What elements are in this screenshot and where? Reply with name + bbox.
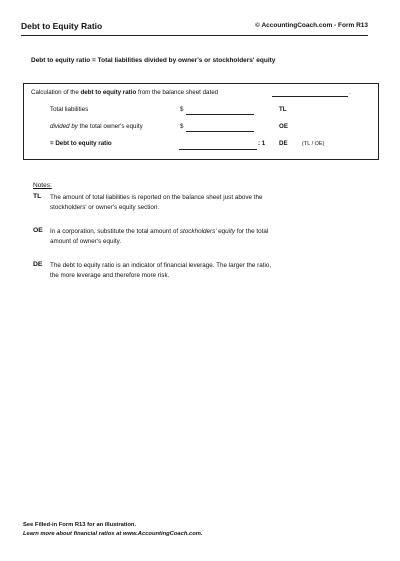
owners-equity-field[interactable] (186, 131, 254, 132)
notes-title: Notes: (33, 182, 52, 189)
dollar-sign: $ (180, 123, 184, 130)
ratio-suffix: : 1 (258, 140, 266, 147)
definition-heading: Debt to equity ratio = Total liabilities divided by owner's or stockholders' equity (31, 57, 276, 64)
de-code: DE (279, 140, 288, 147)
dollar-sign: $ (180, 106, 184, 113)
total-liabilities-field[interactable] (186, 114, 254, 115)
tl-code: TL (279, 106, 287, 113)
footer-learn-more-link[interactable]: Learn more about financial ratios at www.AccountingCoach.com. (23, 531, 203, 537)
de-formula: (TL / OE) (302, 141, 325, 147)
header-divider (21, 35, 368, 36)
note-oe: In a corporation, substitute the total amount of stockholders' equity for the total amount of owner's equity. (50, 228, 269, 245)
form-title: Debt to Equity Ratio (21, 21, 103, 31)
note-de: The debt to equity ratio is an indicator of financial leverage. The larger the ratio, the more leverage and therefore more risk. (50, 262, 272, 279)
note-code-tl: TL (33, 193, 42, 200)
note-code-de: DE (33, 261, 43, 268)
oe-code: OE (279, 123, 288, 130)
debt-to-equity-label: = Debt to equity ratio (50, 140, 112, 147)
date-period: . (349, 89, 351, 96)
note-code-oe: OE (33, 227, 43, 234)
date-field[interactable] (272, 96, 348, 97)
calculation-intro: Calculation of the debt to equity ratio from the balance sheet dated (31, 89, 219, 96)
owners-equity-label: divided by the total owner's equity (50, 123, 143, 130)
note-tl: The amount of total liabilities is reported on the balance sheet just above the stockholders' or owner's equity section. (50, 194, 263, 211)
total-liabilities-label: Total liabilities (50, 106, 89, 113)
debt-to-equity-field[interactable] (179, 149, 257, 150)
footer-filled-in-note: See Filled-in Form R13 for an illustration. (23, 522, 137, 528)
brand-label: © AccountingCoach.com - Form R13 (255, 22, 368, 29)
